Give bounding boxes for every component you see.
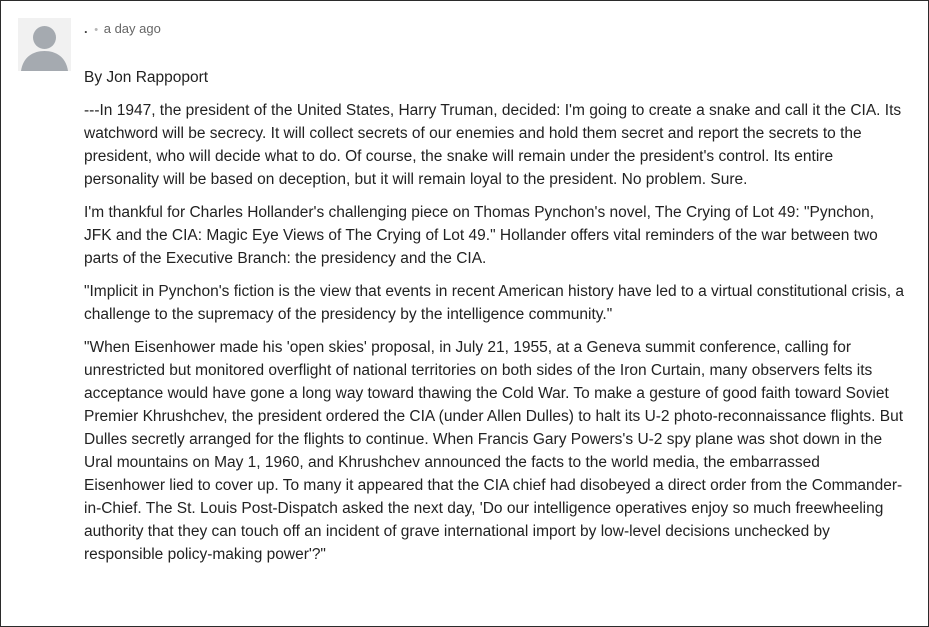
meta-separator: • xyxy=(94,24,99,36)
author-name-link[interactable]: . xyxy=(84,21,88,36)
comment-paragraph: ---In 1947, the president of the United States, Harry Truman, decided: I'm going to create a snake and call it the CIA. Its watchword will be secrecy. It will collect secrets of our enemies and hold them secret and report the secrets to the president, who will decide what to do. Of course, the snake will remain under the president's control. Its entire personality will be based on deception, but it will remain loyal to the president. No problem. Sure. xyxy=(84,102,902,188)
default-avatar-icon[interactable] xyxy=(18,18,71,71)
comment-timestamp-link[interactable]: a day ago xyxy=(103,21,161,36)
comment-paragraph: "Implicit in Pynchon's fiction is the view that events in recent American history have led to a virtual constitutional crisis, a challenge to the supremacy of the presidency by the intelligence community." xyxy=(84,283,905,323)
comment-paragraph: "When Eisenhower made his 'open skies' proposal, in July 21, 1955, at a Geneva summit conference, calling for unrestricted but monitored overflight of national territories on both sides of the Iron Curtain, many observers felts its acceptance would have gone a long way toward thawing the Cold War. To make a gesture of good faith toward Soviet Premier Khrushchev, the president ordered the CIA (under Allen Dulles) to halt its U-2 photo-reconnaissance flights. But Dulles secretly arranged for the flights to continue. When Francis Gary Powers's U-2 spy plane was shot down in the Ural mountains on May 1, 1960, and Khrushchev announced the facts to the world media, the embarrassed Eisenhower lied to cover up. To many it appeared that the CIA chief had disobeyed a direct order from the Commander-in-Chief. The St. Louis Post-Dispatch asked the next day, 'Do our intelligence operatives enjoy so much freewheeling authority that they can touch off an incident of grave international import by low-level decisions unchecked by responsible policy-making power'?" xyxy=(84,339,904,563)
comment-meta xyxy=(84,20,161,38)
comment-paragraph-byline: By Jon Rappoport xyxy=(84,69,209,86)
comment-paragraph: I'm thankful for Charles Hollander's challenging piece on Thomas Pynchon's novel, The Crying of Lot 49: "Pynchon, JFK and the CIA: Magic Eye Views of The Crying of Lot 49." Hollander offers vital reminders of the war between two parts of the Executive Branch: the presidency and the CIA. xyxy=(84,204,878,267)
comment-body xyxy=(84,66,904,576)
